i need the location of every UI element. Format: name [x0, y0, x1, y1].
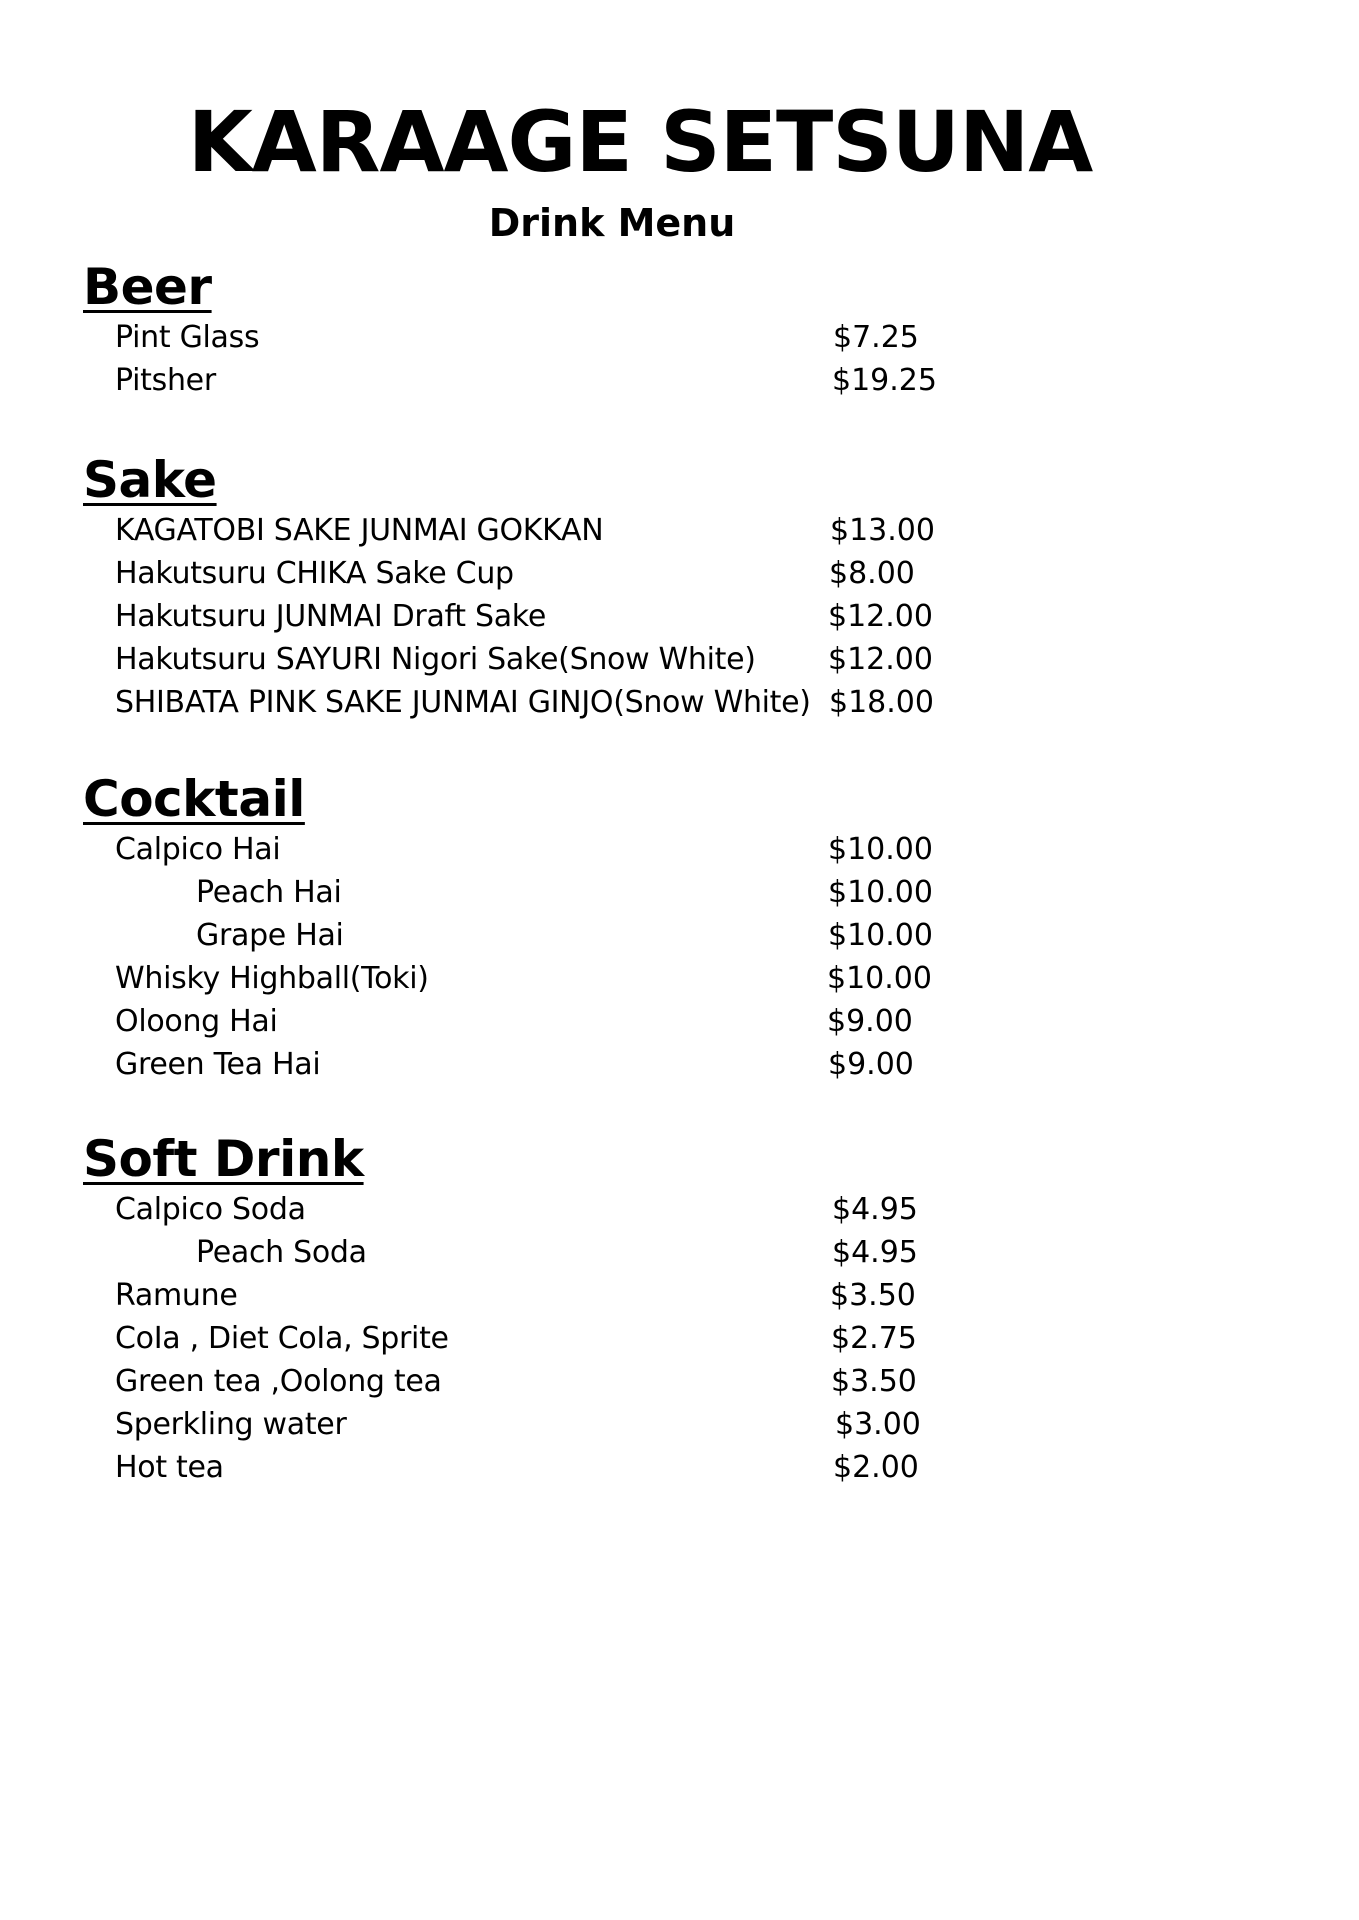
item-price: $9.00: [827, 1004, 913, 1039]
menu-item: [83, 595, 983, 638]
item-price: $10.00: [828, 875, 933, 910]
section-heading: Sake: [83, 451, 217, 509]
item-price: $9.00: [828, 1047, 914, 1082]
item-price: $2.75: [831, 1321, 917, 1356]
item-name: Grape Hai: [196, 918, 344, 953]
item-name: Hakutsuru SAYURI Nigori Sake(Snow White): [115, 642, 756, 677]
item-price: $3.50: [831, 1364, 917, 1399]
section-soft-drink: [83, 1128, 983, 1489]
menu-item: [83, 957, 983, 1000]
menu-item: [83, 1446, 983, 1489]
item-name: Calpico Soda: [115, 1192, 306, 1227]
section-cocktail: [83, 768, 983, 1086]
section-heading: Cocktail: [83, 770, 305, 828]
menu-item: [83, 1043, 983, 1086]
item-price: $3.50: [830, 1278, 916, 1313]
section-sake: [83, 449, 983, 724]
item-price: $4.95: [832, 1235, 918, 1270]
item-price: $8.00: [829, 556, 915, 591]
menu-item: [83, 359, 983, 402]
menu-item: [83, 914, 983, 957]
item-name: Peach Hai: [196, 875, 342, 910]
menu-item: [83, 828, 983, 871]
menu-item: [83, 1000, 983, 1043]
item-price: $10.00: [828, 832, 933, 867]
item-price: $12.00: [828, 599, 933, 634]
item-price: $19.25: [832, 363, 937, 398]
item-name: Hot tea: [115, 1450, 224, 1485]
item-name: Sperkling water: [115, 1407, 347, 1442]
menu-item: [83, 316, 983, 359]
item-name: Ramune: [115, 1278, 238, 1313]
item-name: CoIa , Diet CoIa, Sprite: [115, 1321, 449, 1356]
menu-item: [83, 1231, 983, 1274]
page-subtitle: Drink Menu: [488, 201, 736, 245]
section-heading: Beer: [83, 258, 212, 316]
menu-item: [83, 509, 983, 552]
item-name: Pitsher: [115, 363, 216, 398]
item-name: Green tea ,Oolong tea: [115, 1364, 442, 1399]
item-price: $4.95: [832, 1192, 918, 1227]
menu-item: [83, 871, 983, 914]
item-price: $18.00: [829, 685, 934, 720]
item-price: $13.00: [830, 513, 935, 548]
menu-item: [83, 1360, 983, 1403]
menu-item: [83, 1274, 983, 1317]
menu-item: [83, 1403, 983, 1446]
item-price: $7.25: [833, 320, 919, 355]
item-price: $10.00: [828, 918, 933, 953]
item-name: SHIBATA PINK SAKE JUNMAI GINJO(Snow White): [115, 685, 811, 720]
item-name: Pint Glass: [115, 320, 260, 355]
section-heading: Soft Drink: [83, 1130, 364, 1188]
item-name: Calpico Hai: [115, 832, 281, 867]
section-beer: [83, 256, 983, 402]
item-price: $12.00: [828, 642, 933, 677]
menu-item: [83, 552, 983, 595]
item-name: Oloong Hai: [115, 1004, 278, 1039]
item-price: $3.00: [835, 1407, 921, 1442]
item-name: Hakutsuru CHIKA Sake Cup: [115, 556, 514, 591]
item-name: Peach Soda: [196, 1235, 367, 1270]
page-title: KARAAGE SETSUNA: [187, 93, 1093, 191]
item-price: $2.00: [833, 1450, 919, 1485]
menu-item: [83, 1317, 983, 1360]
menu-item: [83, 638, 983, 681]
menu-item: [83, 1188, 983, 1231]
item-name: KAGATOBI SAKE JUNMAI GOKKAN: [115, 513, 604, 548]
item-name: Hakutsuru JUNMAI Draft Sake: [115, 599, 546, 634]
item-price: $10.00: [827, 961, 932, 996]
menu-item: [83, 681, 983, 724]
item-name: Green Tea Hai: [115, 1047, 321, 1082]
item-name: Whisky Highball(Toki): [115, 961, 429, 996]
